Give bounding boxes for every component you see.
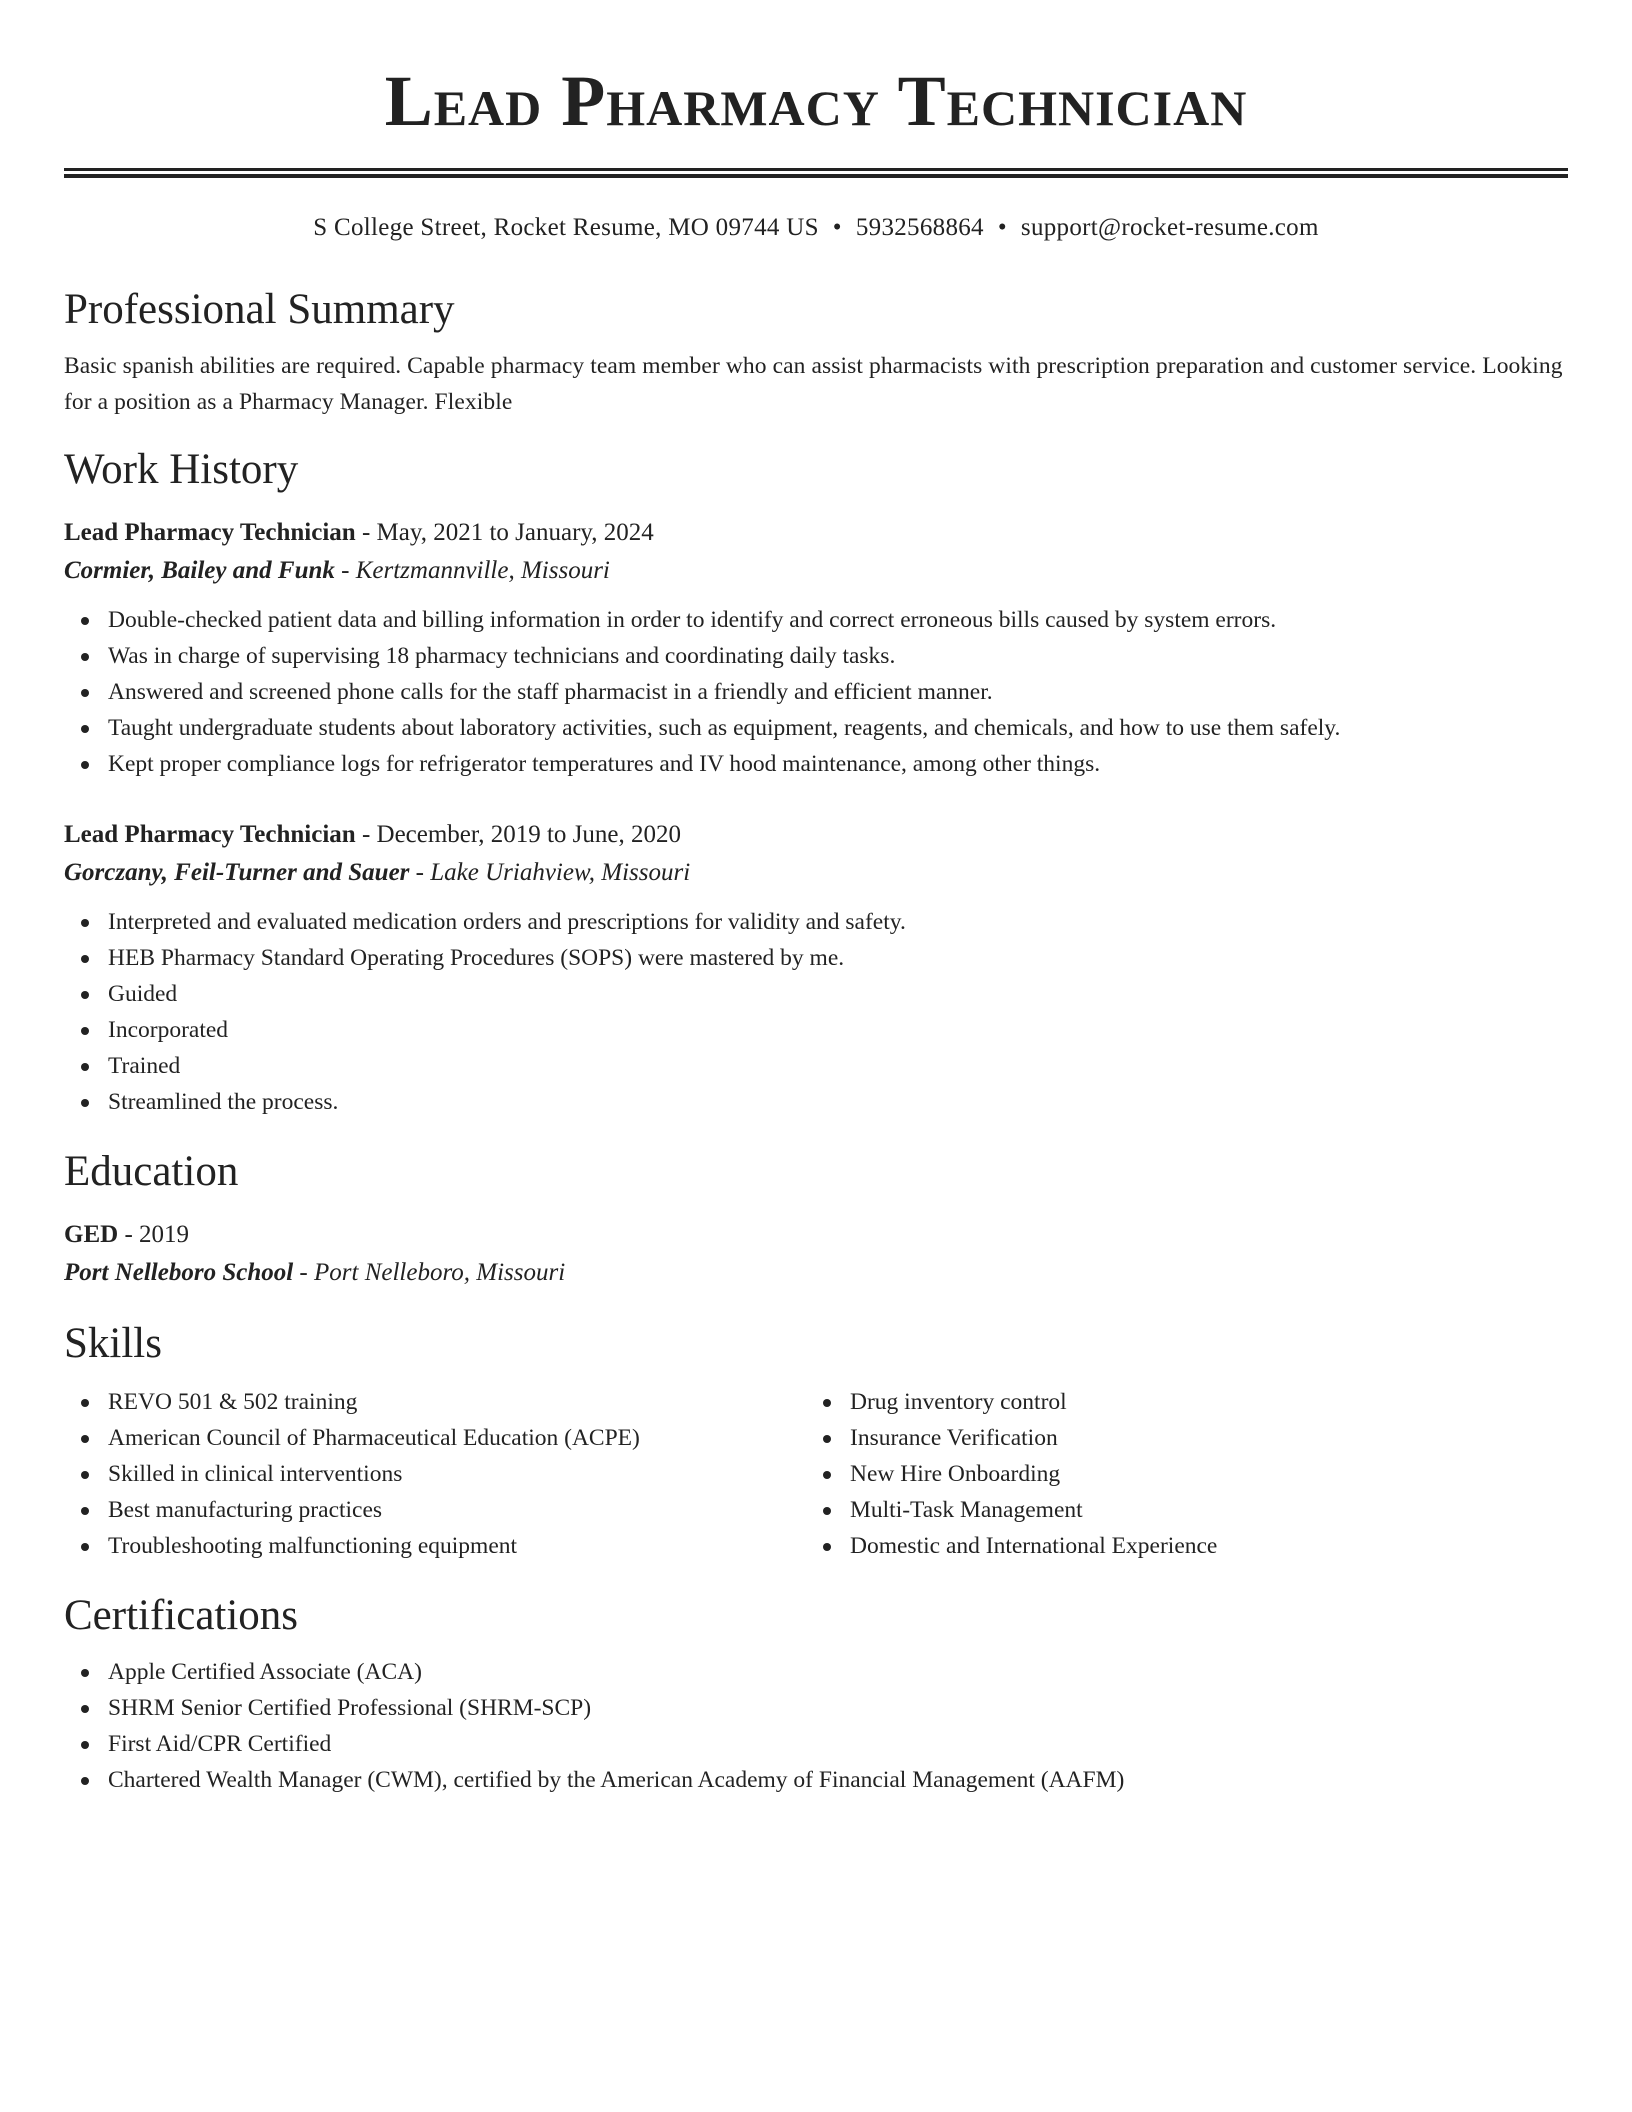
job-duties-list	[64, 904, 1568, 1120]
list-item: Chartered Wealth Manager (CWM), certified by the American Academy of Financial Management (AAFM)	[64, 1762, 1568, 1798]
job-title-line	[64, 514, 1568, 552]
list-item: Incorporated	[64, 1012, 1568, 1048]
list-item: Domestic and International Experience	[806, 1528, 1548, 1564]
contact-separator: •	[997, 214, 1007, 241]
list-item: Double-checked patient data and billing information in order to identify and correct erroneous bills caused by system errors.	[64, 602, 1568, 638]
contact-separator: •	[832, 214, 842, 241]
job-duties-list	[64, 602, 1568, 782]
list-item: SHRM Senior Certified Professional (SHRM-SCP)	[64, 1690, 1568, 1726]
list-item: Streamlined the process.	[64, 1084, 1568, 1120]
summary-heading: Professional Summary	[64, 286, 455, 333]
list-item: Skilled in clinical interventions	[64, 1456, 806, 1492]
list-item: Insurance Verification	[806, 1420, 1548, 1456]
job-dates: - December, 2019 to June, 2020	[355, 821, 681, 848]
job-dates: - May, 2021 to January, 2024	[355, 519, 654, 546]
list-item: Trained	[64, 1048, 1568, 1084]
skills-grid	[64, 1384, 1568, 1564]
list-item: American Council of Pharmaceutical Education (ACPE)	[64, 1420, 806, 1456]
list-item: Answered and screened phone calls for the staff pharmacist in a friendly and efficient manner.	[64, 674, 1568, 710]
list-item: Troubleshooting malfunctioning equipment	[64, 1528, 806, 1564]
employer-name: Cormier, Bailey and Funk	[64, 557, 335, 584]
summary-text: Basic spanish abilities are required. Capable pharmacy team member who can assist pharmacists with prescription preparation and customer service. Looking for a position as a Pharmacy Manager. Flexible	[64, 353, 1563, 415]
employer-line	[64, 552, 1568, 590]
school-location: - Port Nelleboro, Missouri	[293, 1259, 566, 1286]
list-item: First Aid/CPR Certified	[64, 1726, 1568, 1762]
degree: GED	[64, 1221, 119, 1248]
contact-phone: 5932568864	[855, 214, 984, 241]
job-title-line	[64, 816, 1568, 854]
education-heading: Education	[64, 1148, 239, 1195]
title-divider	[64, 168, 1568, 178]
skills-heading: Skills	[64, 1320, 162, 1367]
list-item: Interpreted and evaluated medication orders and prescriptions for validity and safety.	[64, 904, 1568, 940]
contact-email: support@rocket-resume.com	[1020, 214, 1319, 241]
certifications-list	[64, 1654, 1568, 1798]
contact-line	[64, 212, 1568, 244]
school-name: Port Nelleboro School	[64, 1259, 294, 1286]
list-item: New Hire Onboarding	[806, 1456, 1548, 1492]
list-item: Kept proper compliance logs for refrigerator temperatures and IV hood maintenance, among other things.	[64, 746, 1568, 782]
skills-list-right	[806, 1384, 1548, 1564]
school-line	[64, 1254, 1568, 1292]
list-item: Multi-Task Management	[806, 1492, 1548, 1528]
employer-name: Gorczany, Feil-Turner and Sauer	[64, 859, 410, 886]
work-history-heading: Work History	[64, 446, 299, 493]
list-item: Guided	[64, 976, 1568, 1012]
list-item: Best manufacturing practices	[64, 1492, 806, 1528]
job-title: Lead Pharmacy Technician	[64, 821, 356, 848]
list-item: Taught undergraduate students about laboratory activities, such as equipment, reagents, and chemicals, and how to use them safely.	[64, 710, 1568, 746]
list-item: REVO 501 & 502 training	[64, 1384, 806, 1420]
degree-line	[64, 1216, 1568, 1254]
skills-list-left	[64, 1384, 806, 1564]
employer-line	[64, 854, 1568, 892]
certifications-heading: Certifications	[64, 1592, 299, 1639]
list-item: Apple Certified Associate (ACA)	[64, 1654, 1568, 1690]
list-item: HEB Pharmacy Standard Operating Procedures (SOPS) were mastered by me.	[64, 940, 1568, 976]
resume-title: Lead Pharmacy Technician	[384, 61, 1248, 141]
employer-location: - Lake Uriahview, Missouri	[409, 859, 691, 886]
job-title: Lead Pharmacy Technician	[64, 519, 356, 546]
contact-address: S College Street, Rocket Resume, MO 09744 US	[313, 214, 819, 241]
job-entry-2	[64, 816, 1568, 1120]
employer-location: - Kertzmannville, Missouri	[334, 557, 610, 584]
education-entry	[64, 1216, 1568, 1292]
list-item: Drug inventory control	[806, 1384, 1548, 1420]
job-entry-1	[64, 514, 1568, 782]
list-item: Was in charge of supervising 18 pharmacy technicians and coordinating daily tasks.	[64, 638, 1568, 674]
degree-year: - 2019	[118, 1221, 190, 1248]
